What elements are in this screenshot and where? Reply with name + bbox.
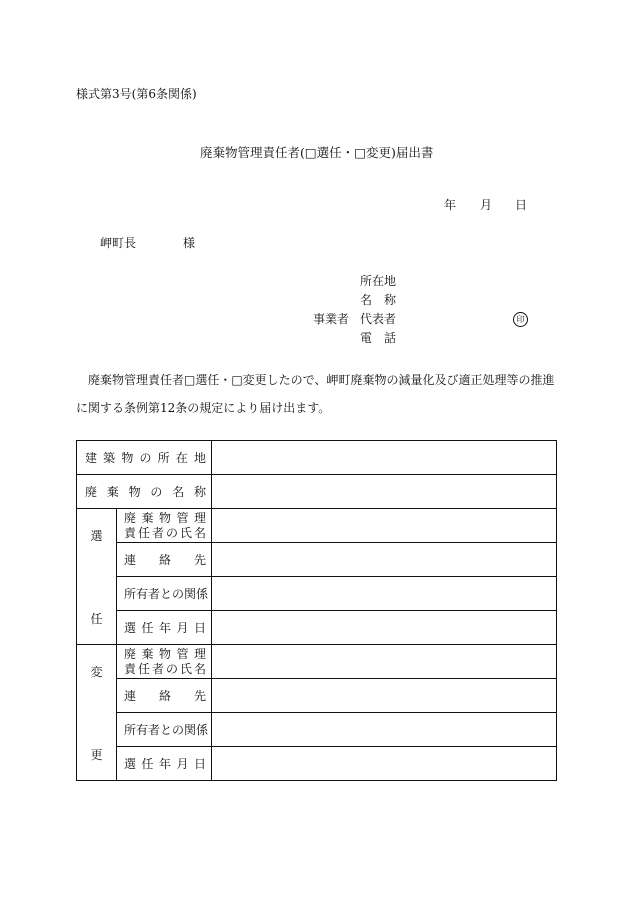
building-name-label — [77, 475, 212, 509]
appoint-relation-label — [117, 577, 212, 611]
change-contact-label — [117, 679, 212, 713]
manager-name-line-1 — [124, 647, 206, 662]
appoint-date-char-4: 月 — [176, 757, 189, 771]
building-name-char-4: の — [150, 485, 163, 499]
applicant-address-label: 所在地 — [360, 274, 397, 288]
building-address-char-1: 建 — [85, 451, 98, 465]
contact-chars — [117, 687, 211, 704]
row-building-name — [77, 475, 557, 509]
manager-name-l2-char-3: 者 — [152, 661, 165, 676]
applicant-phone-label: 電 話 — [360, 331, 397, 345]
appoint-manager-name-label — [117, 509, 212, 543]
building-address-char-5: 所 — [157, 451, 170, 465]
change-manager-name-value[interactable] — [212, 645, 557, 679]
building-address-char-3: 物 — [121, 451, 134, 465]
building-address-char-4: の — [139, 451, 152, 465]
building-address-value[interactable] — [212, 441, 557, 475]
manager-name-line-2 — [124, 662, 206, 677]
appoint-contact-label — [117, 543, 212, 577]
building-address-char-2: 築 — [103, 451, 116, 465]
building-name-char-6: 称 — [193, 485, 206, 499]
manager-name-l2-char-1: 責 — [124, 661, 137, 676]
statement-line-1: 廃棄物管理責任者□選任・□変更したので、岬町廃棄物の減量化及び適正処理等の推進 — [88, 373, 555, 387]
appoint-contact-value[interactable] — [212, 543, 557, 577]
row-appoint-manager-name — [77, 509, 557, 543]
appoint-date-char-4: 月 — [176, 621, 189, 635]
appoint-date-char-3: 年 — [159, 757, 172, 771]
appoint-manager-name-value[interactable] — [212, 509, 557, 543]
change-relation-value[interactable] — [212, 713, 557, 747]
statement-line-2: に関する条例第12条の規定により届け出ます。 — [76, 401, 331, 415]
contact-char-1: 連 — [124, 553, 137, 567]
appoint-date-chars — [117, 619, 211, 636]
manager-name-l1-char-5: 理 — [194, 510, 207, 525]
appoint-date-char-5: 日 — [194, 757, 207, 771]
manager-name-l1-char-5: 理 — [194, 646, 207, 661]
manager-name-l2-char-2: 任 — [138, 525, 151, 540]
row-change-manager-name — [77, 645, 557, 679]
relation-text: 所有者との関係 — [124, 723, 209, 737]
date-year-label: 年 — [444, 198, 457, 212]
appoint-date-char-2: 任 — [141, 757, 154, 771]
contact-char-1: 連 — [124, 689, 137, 703]
group-appoint-char-2: 任 — [90, 611, 103, 626]
manager-name-l1-char-1: 廃 — [124, 510, 137, 525]
contact-char-2: 絡 — [159, 553, 172, 567]
building-name-char-2: 棄 — [106, 485, 119, 499]
change-relation-label — [117, 713, 212, 747]
date-day-label: 日 — [515, 198, 528, 212]
contact-char-3: 先 — [194, 553, 207, 567]
form-number: 様式第3号(第6条関係) — [76, 87, 197, 101]
change-manager-name-label — [117, 645, 212, 679]
building-address-char-7: 地 — [193, 451, 206, 465]
appoint-date-char-1: 選 — [124, 757, 137, 771]
manager-name-l1-char-3: 物 — [159, 510, 172, 525]
manager-name-l2-char-2: 任 — [138, 661, 151, 676]
manager-name-l1-char-4: 管 — [176, 510, 189, 525]
row-change-relation — [77, 713, 557, 747]
form-title: 廃棄物管理責任者(□選任・□変更)届出書 — [200, 145, 434, 160]
contact-char-3: 先 — [194, 689, 207, 703]
group-appoint-chars — [77, 527, 116, 627]
applicant-rep-label: 代表者 — [360, 312, 397, 326]
statement-text — [76, 366, 566, 422]
building-name-char-3: 物 — [128, 485, 141, 499]
manager-name-l2-char-6: 名 — [194, 525, 207, 540]
building-address-chars — [77, 449, 211, 466]
building-name-char-1: 廃 — [85, 485, 98, 499]
appoint-date-char-1: 選 — [124, 621, 137, 635]
row-appoint-relation — [77, 577, 557, 611]
applicant-name-label: 名 称 — [360, 293, 397, 307]
manager-name-l2-char-3: 者 — [152, 525, 165, 540]
change-date-value[interactable] — [212, 747, 557, 781]
manager-name-l2-char-1: 責 — [124, 525, 137, 540]
manager-name-l2-char-6: 名 — [194, 661, 207, 676]
row-appoint-contact — [77, 543, 557, 577]
seal-text: 印 — [513, 312, 528, 327]
row-appoint-date — [77, 611, 557, 645]
manager-name-l2-char-5: 氏 — [180, 525, 193, 540]
appoint-relation-value[interactable] — [212, 577, 557, 611]
manager-name-line-1 — [124, 511, 206, 526]
group-change-chars — [77, 663, 116, 763]
recipient-name: 岬町長 — [100, 236, 137, 250]
appoint-date-label — [117, 611, 212, 645]
manager-name-l2-char-4: の — [166, 661, 179, 676]
row-change-date — [77, 747, 557, 781]
contact-chars — [117, 551, 211, 568]
manager-name-l2-char-5: 氏 — [180, 661, 193, 676]
appoint-date-value[interactable] — [212, 611, 557, 645]
group-appoint-char-1: 選 — [90, 528, 103, 543]
appoint-date-char-3: 年 — [159, 621, 172, 635]
manager-name-l1-char-3: 物 — [159, 646, 172, 661]
seal-mark — [513, 312, 528, 327]
group-change-label — [77, 645, 117, 781]
manager-name-l1-char-2: 棄 — [141, 646, 154, 661]
manager-name-l1-char-4: 管 — [176, 646, 189, 661]
group-change-char-2: 更 — [90, 747, 103, 762]
manager-name-l1-char-2: 棄 — [141, 510, 154, 525]
appoint-date-chars — [117, 755, 211, 772]
contact-char-2: 絡 — [159, 689, 172, 703]
building-name-value[interactable] — [212, 475, 557, 509]
appoint-date-char-5: 日 — [194, 621, 207, 635]
building-name-chars — [77, 483, 211, 500]
group-change-char-1: 変 — [90, 664, 103, 679]
registration-table — [76, 440, 557, 781]
date-month-label: 月 — [480, 198, 493, 212]
appoint-date-char-2: 任 — [141, 621, 154, 635]
manager-name-l2-char-4: の — [166, 525, 179, 540]
change-date-label — [117, 747, 212, 781]
building-name-char-5: 名 — [172, 485, 185, 499]
group-appoint-label — [77, 509, 117, 645]
change-contact-value[interactable] — [212, 679, 557, 713]
applicant-group-label: 事業者 — [313, 312, 350, 326]
relation-text: 所有者との関係 — [124, 587, 209, 601]
row-building-address — [77, 441, 557, 475]
row-change-contact — [77, 679, 557, 713]
manager-name-l1-char-1: 廃 — [124, 646, 137, 661]
manager-name-line-2 — [124, 526, 206, 541]
recipient-honorific: 様 — [183, 236, 196, 250]
building-address-char-6: 在 — [175, 451, 188, 465]
building-address-label — [77, 441, 212, 475]
